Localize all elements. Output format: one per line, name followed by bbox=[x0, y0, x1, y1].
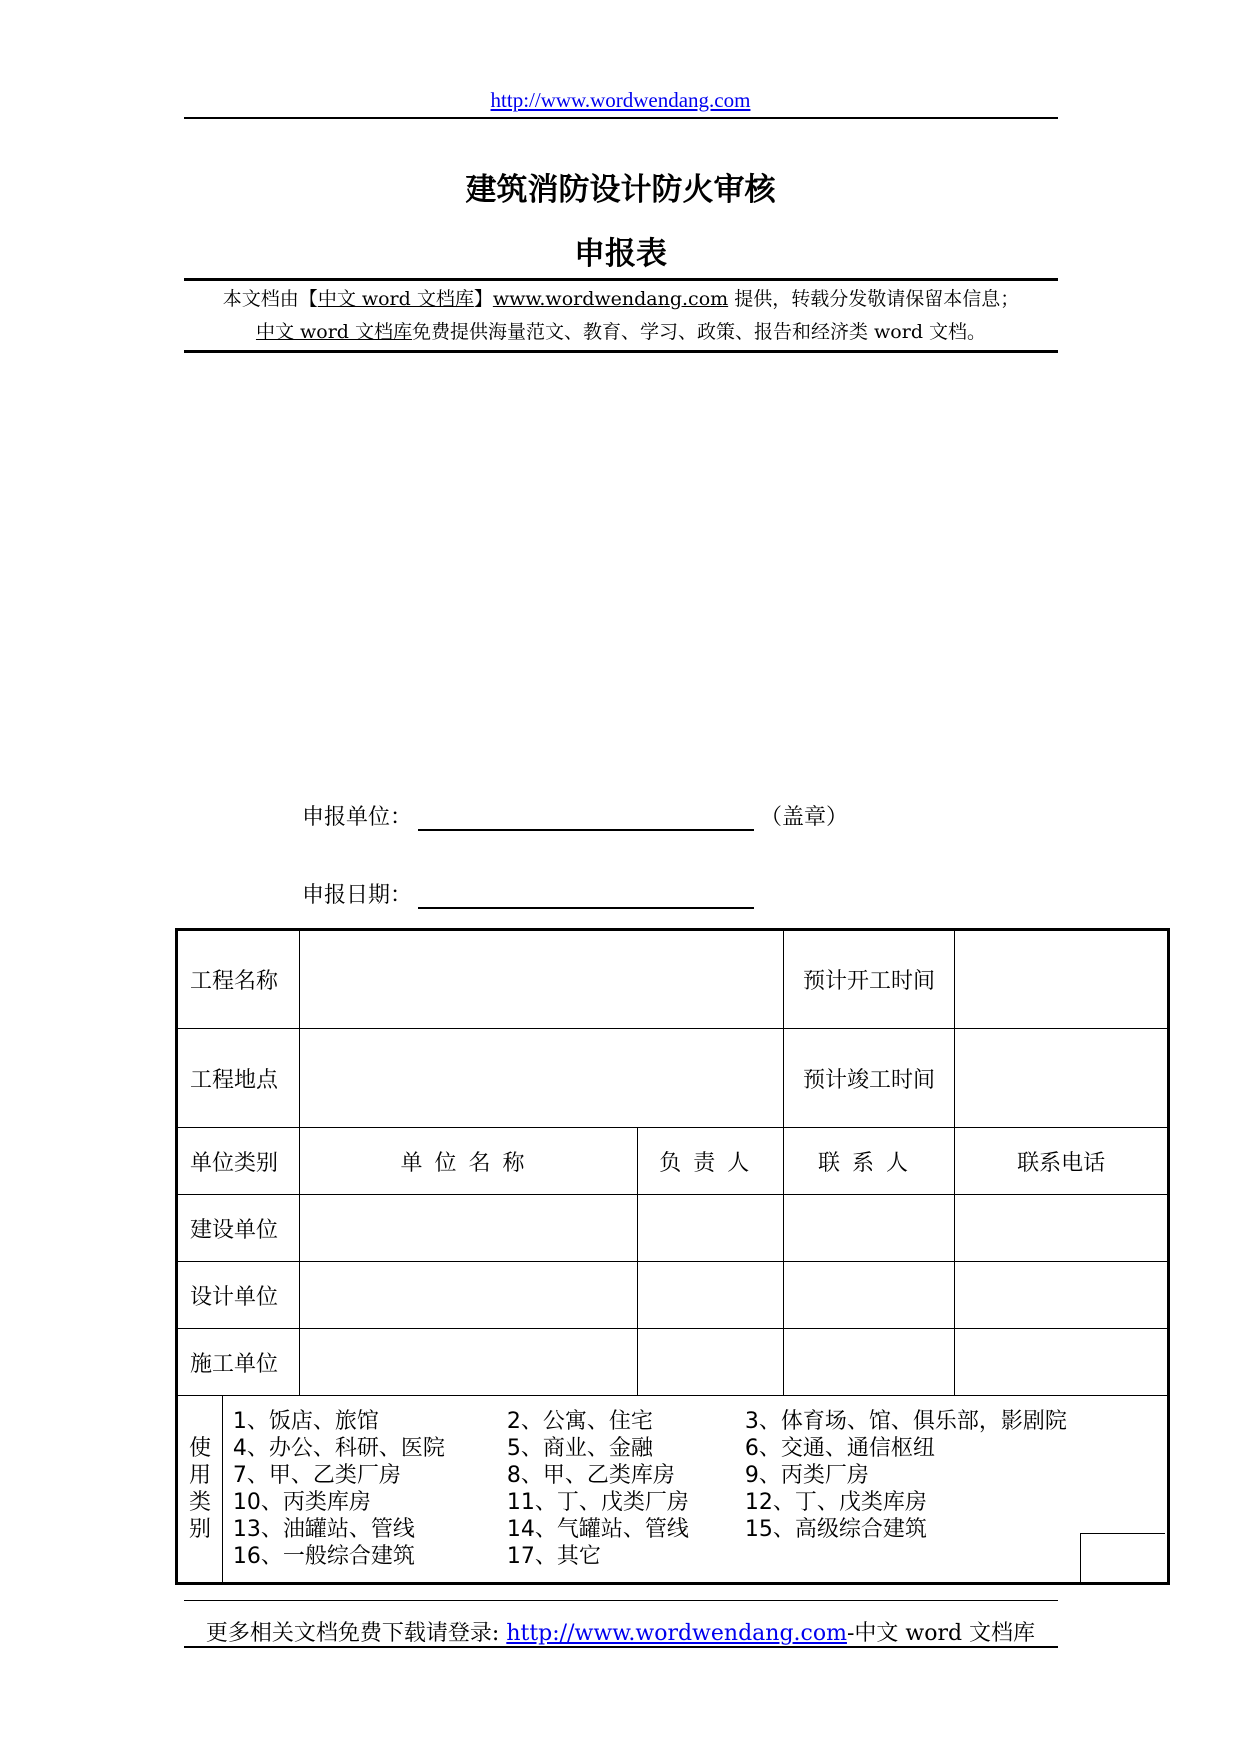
notice-library-link[interactable]: 中文 word 文档库 bbox=[317, 288, 474, 310]
header-contact-phone: 联系电话 bbox=[955, 1128, 1169, 1195]
usage-category-item: 7、甲、乙类厂房 bbox=[232, 1463, 401, 1488]
table-row bbox=[177, 1329, 1169, 1396]
applicant-date-row bbox=[302, 878, 760, 909]
notice-line-2 bbox=[184, 316, 1058, 349]
usage-category-grid bbox=[233, 1408, 1115, 1570]
construction-unit-phone-field[interactable] bbox=[955, 1195, 1169, 1262]
footer-rule bbox=[184, 1646, 1058, 1648]
usage-category-item: 1、饭店、旅馆 bbox=[232, 1409, 379, 1434]
usage-category-item: 17、其它 bbox=[506, 1544, 601, 1569]
notice-line-1 bbox=[184, 283, 1058, 316]
usage-category-item: 11、丁、戊类厂房 bbox=[506, 1490, 689, 1515]
notice-text: 本文档由【 bbox=[222, 288, 318, 310]
usage-category-item: 4、办公、科研、医院 bbox=[232, 1436, 445, 1461]
notice-text: 提供，转载分发敬请保留本信息； bbox=[728, 288, 1020, 310]
row-label-design-unit: 设计单位 bbox=[177, 1262, 300, 1329]
contractor-unit-phone-field[interactable] bbox=[955, 1329, 1169, 1396]
project-site-row bbox=[177, 1029, 1169, 1128]
notice-bottom-rule bbox=[184, 350, 1058, 353]
notice-text: 】 bbox=[473, 288, 493, 310]
usage-category-item: 5、商业、金融 bbox=[506, 1436, 653, 1461]
usage-category-item: 8、甲、乙类库房 bbox=[506, 1463, 675, 1488]
seal-note: （盖章） bbox=[760, 805, 849, 830]
header-unit-type: 单位类别 bbox=[177, 1128, 300, 1195]
applicant-unit-label: 申报单位： bbox=[302, 805, 413, 830]
usage-category-item: 9、丙类厂房 bbox=[744, 1463, 869, 1488]
project-name-field[interactable] bbox=[300, 930, 783, 1029]
header-url-link[interactable]: http://www.wordwendang.com bbox=[490, 88, 751, 112]
category-code-box[interactable] bbox=[1080, 1533, 1165, 1582]
footer-suffix: -中文 word 文档库 bbox=[846, 1621, 1036, 1646]
header-person-in-charge: 负责人 bbox=[637, 1128, 783, 1195]
document-subtitle: 申报表 bbox=[574, 236, 667, 272]
expected-finish-label: 预计竣工时间 bbox=[783, 1029, 954, 1128]
project-site-field[interactable] bbox=[300, 1029, 783, 1128]
row-label-contractor-unit: 施工单位 bbox=[177, 1329, 300, 1396]
notice-library-link-2[interactable]: 中文 word 文档库 bbox=[255, 321, 412, 343]
footer-top-spacer bbox=[184, 1600, 1058, 1601]
contractor-unit-person-field[interactable] bbox=[637, 1329, 783, 1396]
usage-category-item: 10、丙类库房 bbox=[232, 1490, 371, 1515]
document-title: 建筑消防设计防火审核 bbox=[465, 172, 776, 208]
project-name-label: 工程名称 bbox=[177, 930, 300, 1029]
design-unit-contact-field[interactable] bbox=[783, 1262, 954, 1329]
usage-category-item: 2、公寓、住宅 bbox=[506, 1409, 653, 1434]
notice-text: 免费提供海量范文、教育、学习、政策、报告和经济类 word 文档。 bbox=[412, 321, 987, 343]
header-unit-name: 单位名称 bbox=[300, 1128, 637, 1195]
usage-category-options bbox=[222, 1396, 1168, 1584]
expected-start-field[interactable] bbox=[955, 930, 1169, 1029]
usage-category-item: 16、一般综合建筑 bbox=[232, 1544, 415, 1569]
applicant-date-field[interactable] bbox=[418, 883, 754, 909]
usage-category-item: 13、油罐站、管线 bbox=[232, 1517, 415, 1542]
unit-header-row bbox=[177, 1128, 1169, 1195]
applicant-date-label: 申报日期： bbox=[302, 883, 413, 908]
contractor-unit-name-field[interactable] bbox=[300, 1329, 637, 1396]
usage-category-item: 12、丁、戊类库房 bbox=[744, 1490, 927, 1515]
header-contact-person: 联系人 bbox=[783, 1128, 954, 1195]
usage-category-item: 15、高级综合建筑 bbox=[744, 1517, 927, 1542]
table-row bbox=[177, 1262, 1169, 1329]
usage-category-item bbox=[745, 1543, 1115, 1570]
design-unit-phone-field[interactable] bbox=[955, 1262, 1169, 1329]
expected-start-label: 预计开工时间 bbox=[783, 930, 954, 1029]
construction-unit-contact-field[interactable] bbox=[783, 1195, 954, 1262]
notice-top-rule bbox=[184, 278, 1058, 281]
footer-text: 更多相关文档免费下载请登录: bbox=[205, 1621, 507, 1646]
applicant-unit-row bbox=[302, 800, 848, 831]
row-label-construction-unit: 建设单位 bbox=[177, 1195, 300, 1262]
footer-url-link[interactable]: http://www.wordwendang.com bbox=[506, 1621, 847, 1646]
construction-unit-person-field[interactable] bbox=[637, 1195, 783, 1262]
footer bbox=[0, 1616, 1241, 1647]
design-unit-person-field[interactable] bbox=[637, 1262, 783, 1329]
project-name-row bbox=[177, 930, 1169, 1029]
notice-block bbox=[184, 283, 1058, 349]
usage-category-label bbox=[177, 1396, 223, 1584]
contractor-unit-contact-field[interactable] bbox=[783, 1329, 954, 1396]
header-rule bbox=[184, 117, 1058, 119]
usage-category-label-text: 使用类别 bbox=[188, 1436, 211, 1542]
table-row bbox=[177, 1195, 1169, 1262]
construction-unit-name-field[interactable] bbox=[300, 1195, 637, 1262]
usage-category-row bbox=[177, 1396, 1169, 1584]
applicant-unit-field[interactable] bbox=[418, 805, 754, 831]
expected-finish-field[interactable] bbox=[955, 1029, 1169, 1128]
application-table bbox=[175, 928, 1170, 1585]
design-unit-name-field[interactable] bbox=[300, 1262, 637, 1329]
usage-category-item: 6、交通、通信枢纽 bbox=[744, 1436, 935, 1461]
usage-category-item: 14、气罐站、管线 bbox=[506, 1517, 689, 1542]
project-site-label: 工程地点 bbox=[177, 1029, 300, 1128]
usage-category-item: 3、体育场、馆、俱乐部，影剧院 bbox=[744, 1409, 1067, 1434]
notice-url-link[interactable]: www.wordwendang.com bbox=[492, 288, 729, 310]
